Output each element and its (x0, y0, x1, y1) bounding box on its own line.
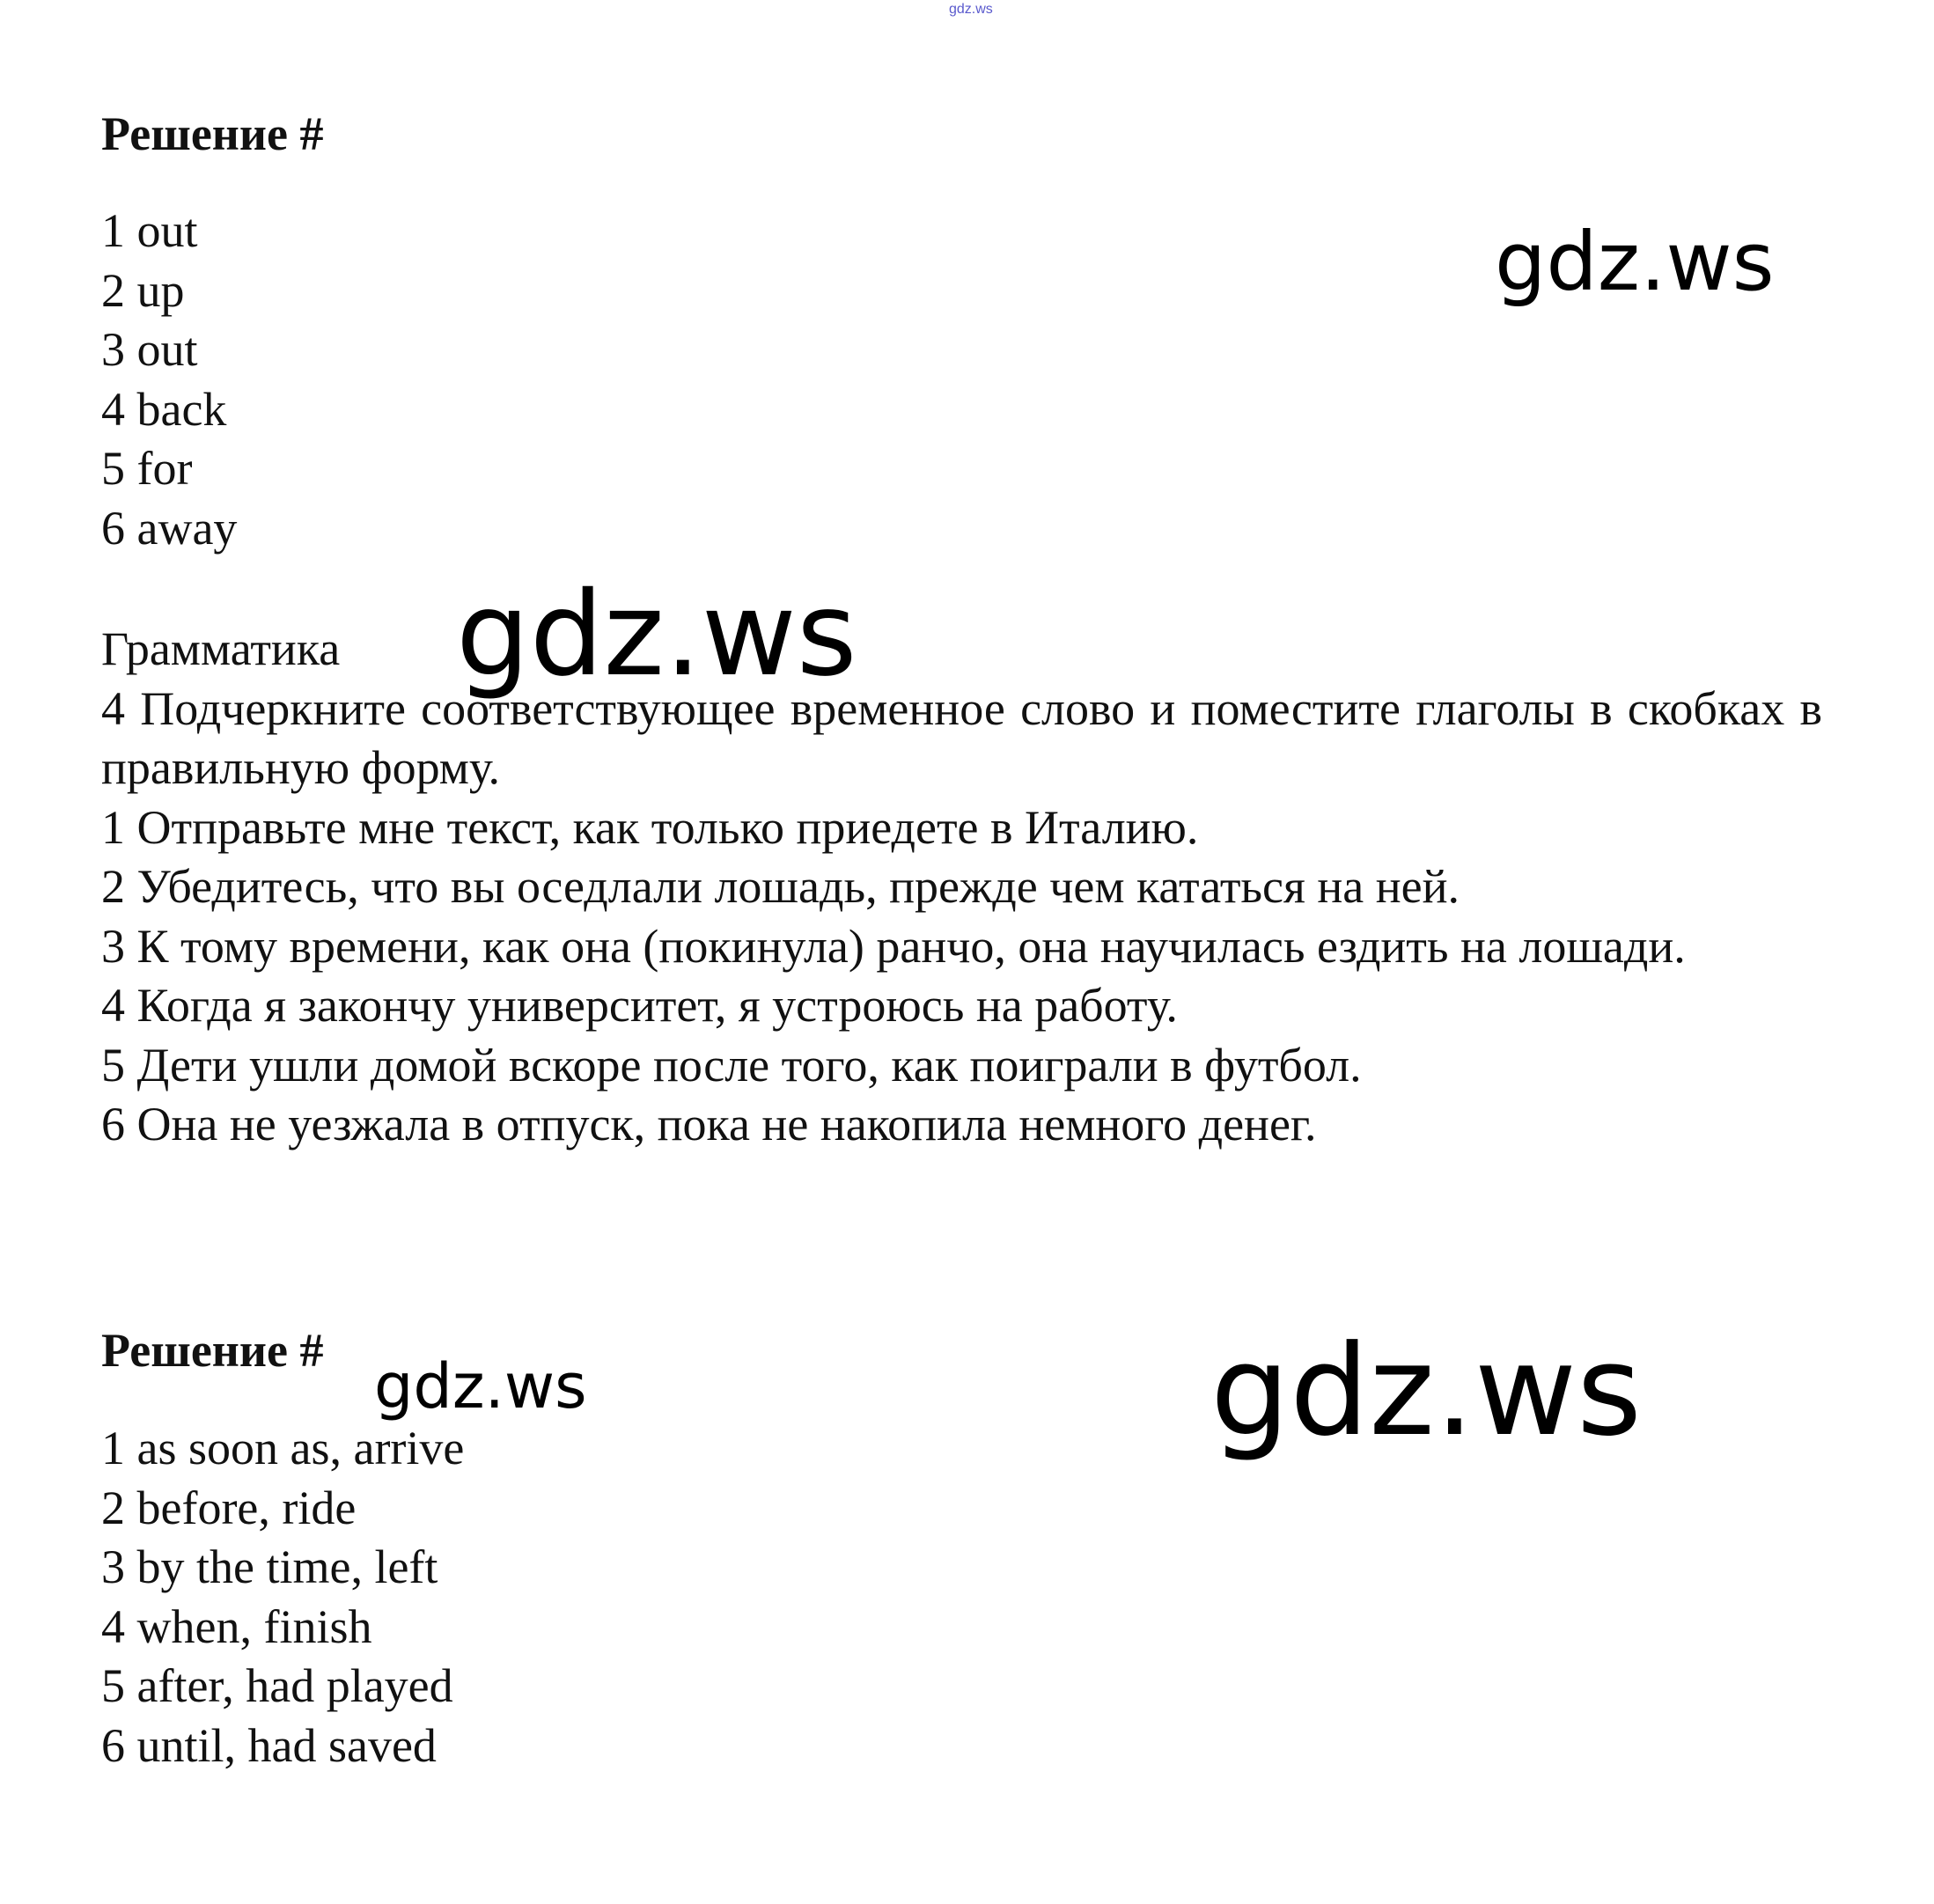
sentence: 3 К тому времени, как она (покинула) ранчо, она научилась ездить на лошади. (101, 919, 1686, 973)
sentence: 4 Когда я закончу университет, я устроюсь на работу. (101, 979, 1178, 1032)
list-item: 1 out (101, 204, 198, 257)
watermark-top-right: gdz.ws (1495, 215, 1775, 309)
list-item: 4 when, finish (101, 1599, 372, 1653)
section-title-2: Решение # (101, 1324, 324, 1377)
grammar-section (101, 620, 1822, 1155)
list-item: 1 as soon as, arrive (101, 1422, 465, 1474)
list-item: 5 for (101, 442, 193, 495)
answer-list-2 (101, 1419, 464, 1775)
header-watermark: gdz.ws (949, 2, 993, 17)
list-item: 3 out (101, 323, 198, 376)
list-item: 2 up (101, 263, 185, 317)
list-item: 5 after, had played (101, 1659, 453, 1712)
watermark-small: gdz.ws (374, 1350, 587, 1422)
answer-list-1 (101, 202, 237, 558)
sentence: 2 Убедитесь, что вы оседлали лошадь, прежде чем кататься на ней. (101, 860, 1460, 913)
grammar-heading: Грамматика (101, 622, 341, 675)
sentence: 6 Она не уезжала в отпуск, пока не накопила немного денег. (101, 1098, 1317, 1150)
list-item: 2 before, ride (101, 1481, 357, 1534)
grammar-task: 4 Подчеркните соответствующее временное слово и поместите глаголы в скобках в правильную форму. (101, 681, 1822, 794)
sentence: 5 Дети ушли домой вскоре после того, как поиграли в футбол. (101, 1038, 1362, 1092)
list-item: 6 away (101, 501, 238, 555)
sentence: 1 Отправьте мне текст, как только приедете в Италию. (101, 800, 1199, 854)
list-item: 3 by the time, left (101, 1540, 438, 1593)
watermark-large: gdz.ws (1210, 1319, 1643, 1464)
list-item: 6 until, had saved (101, 1718, 437, 1772)
watermark-middle: gdz.ws (456, 567, 857, 702)
section-title-1: Решение # (101, 107, 324, 160)
list-item: 4 back (101, 382, 227, 436)
